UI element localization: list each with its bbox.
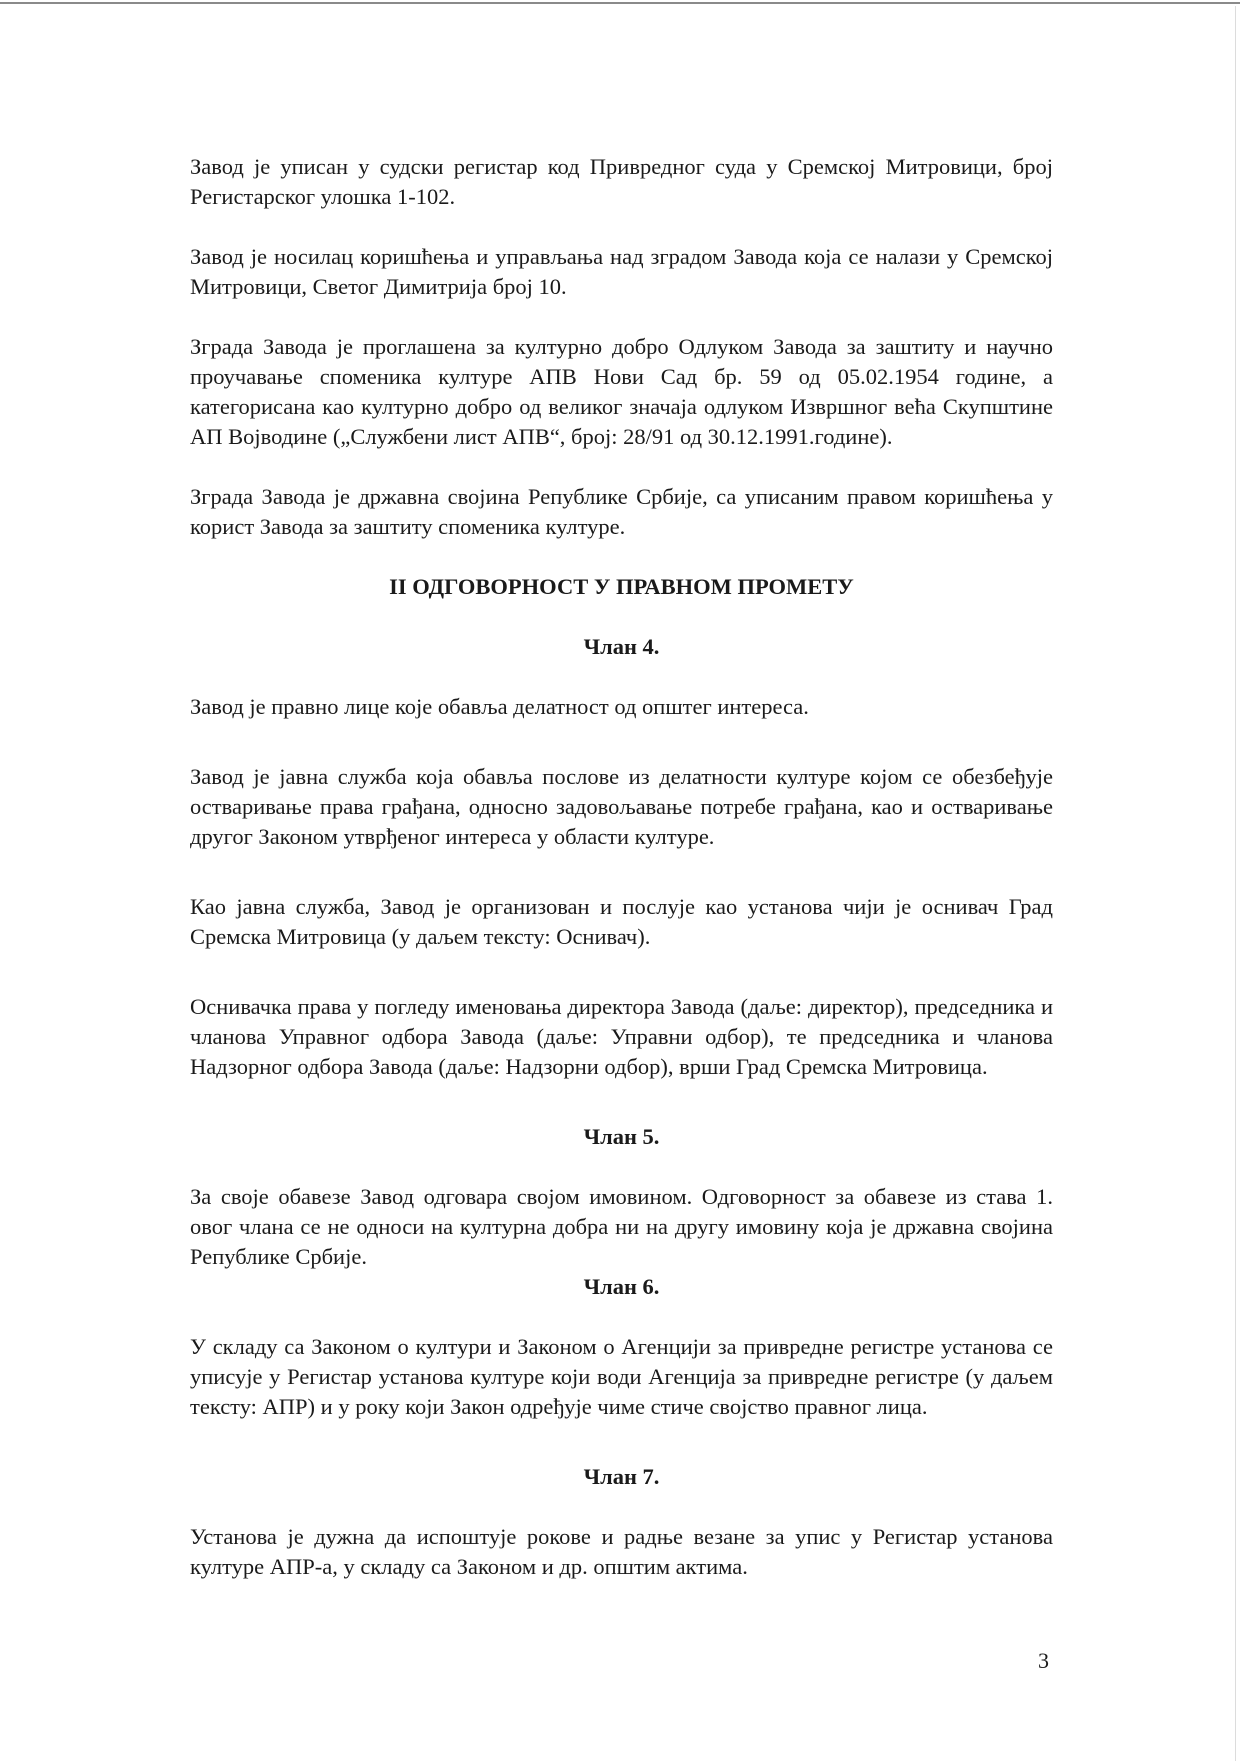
paragraph-state-property: Зграда Завода је државна својина Републике Србије, са уписаним правом коришћења у корист Завода за заштиту споменика културе.	[190, 484, 1053, 539]
article-title: Члан 4.	[583, 634, 660, 659]
article-paragraph: Завод је правно лице које обавља делатност од општег интереса.	[190, 694, 809, 719]
article-paragraph: Као јавна служба, Завод је организован и послује као установа чији је оснивач Град Сремска Митровица (у даљем тексту: Оснивач).	[190, 894, 1053, 949]
article-paragraph: Завод је јавна служба која обавља послове из делатности културе којом се обезбеђује остваривање права грађана, односно задовољавање потребе грађана, као и остваривање другог Законом утврђеног интереса у области културе.	[190, 764, 1053, 849]
article-paragraph: Установа је дужна да испоштује рокове и радње везане за упис у Регистар установа културе АПР-а, у складу са Законом и др. општим актима.	[190, 1524, 1053, 1579]
article-title: Члан 7.	[583, 1464, 660, 1489]
scan-edge-top	[0, 2, 1240, 4]
scan-edge-right	[1235, 6, 1236, 1761]
article-paragraph: За своје обавезе Завод одговара својом имовином. Одговорност за обавезе из става 1. овог члана се не односи на културна добра ни на другу имовину која је државна својина Републике Србије.	[190, 1184, 1053, 1269]
page-number: 3	[1038, 1648, 1049, 1673]
article-title: Члан 5.	[583, 1124, 660, 1149]
article-title: Члан 6.	[583, 1274, 660, 1299]
article-paragraph: Оснивачка права у погледу именовања директора Завода (даље: директор), председника и чланова Управног одбора Завода (даље: Управни одбор), те председника и чланова Надзорног одбора Завода (даље: Надзорни одбор), врши Град Сремска Митровица.	[190, 994, 1053, 1079]
paragraph-building-use: Завод је носилац коришћења и управљања над зградом Завода која се налази у Сремској Митровици, Светог Димитрија број 10.	[190, 244, 1053, 299]
document-page	[190, 152, 1053, 1582]
paragraph-court-registry: Завод је уписан у судски регистар код Привредног суда у Сремској Митровици, број Регистарског улошка 1-102.	[190, 154, 1053, 209]
section-title: II ОДГОВОРНОСТ У ПРАВНОМ ПРОМЕТУ	[389, 574, 854, 599]
article-paragraph: У складу са Законом о култури и Законом о Агенцији за привредне регистре установа се уписује у Регистар установа културе који води Агенција за привредне регистре (у даљем тексту: АПР) и у року који Закон одређује чиме стиче својство правног лица.	[190, 1334, 1053, 1419]
paragraph-cultural-heritage: Зграда Завода је проглашена за културно добро Одлуком Завода за заштиту и научно проучавање споменика културе АПВ Нови Сад бр. 59 од 05.02.1954 године, а категорисана као културно добро од великог значаја одлуком Извршног већа Скупштине АП Војводине („Службени лист АПВ“, број: 28/91 од 30.12.1991.године).	[190, 334, 1053, 449]
